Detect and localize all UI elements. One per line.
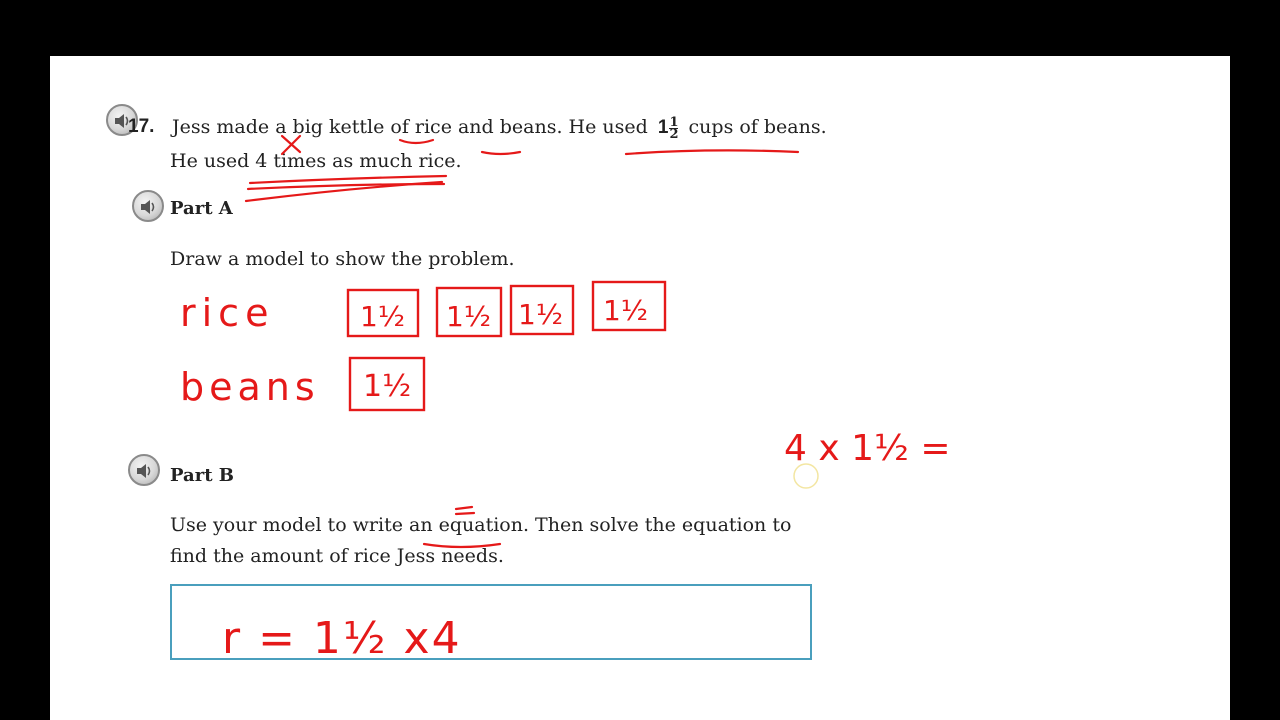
rice-box-4-value: 1½ bbox=[603, 294, 648, 327]
worksheet-page bbox=[50, 56, 1230, 720]
part-a-label: Part A bbox=[170, 198, 233, 219]
underline-cups bbox=[626, 150, 798, 154]
underline-marks bbox=[246, 136, 798, 547]
answer-equation: r = 1½ x4 bbox=[222, 613, 462, 664]
side-equation: 4 x 1½ = bbox=[784, 428, 951, 469]
part-a-prompt: Draw a model to show the problem. bbox=[170, 248, 515, 270]
beans-box-value: 1½ bbox=[363, 369, 412, 404]
rice-label: rice bbox=[180, 291, 275, 335]
rice-box-2-value: 1½ bbox=[446, 300, 491, 333]
underline-equation bbox=[424, 544, 500, 547]
question-text-line1: Jess made a big kettle of rice and beans. He used $1\frac{1}{2}$ cups of beans. bbox=[172, 114, 827, 142]
handwriting-layer bbox=[50, 56, 1230, 720]
part-b-prompt-line1: Use your model to write an equation. Then solve the equation to bbox=[170, 514, 792, 536]
question-text-line2: He used 4 times as much rice. bbox=[170, 150, 462, 172]
equation-equals-mark bbox=[456, 507, 474, 514]
rice-box-3-value: 1½ bbox=[518, 298, 563, 331]
part-b-prompt-line2: find the amount of rice Jess needs. bbox=[170, 545, 504, 567]
underline-beans bbox=[482, 152, 520, 154]
x-mark bbox=[282, 136, 300, 154]
rice-box-1-value: 1½ bbox=[360, 300, 405, 333]
underline-rice bbox=[400, 140, 433, 143]
beans-label: beans bbox=[180, 365, 320, 409]
underline-times-1 bbox=[250, 176, 446, 183]
question-number: 17. bbox=[128, 116, 155, 137]
mixed-fraction: $\frac{1}{2}$ bbox=[669, 114, 679, 142]
part-b-label: Part B bbox=[170, 465, 234, 486]
